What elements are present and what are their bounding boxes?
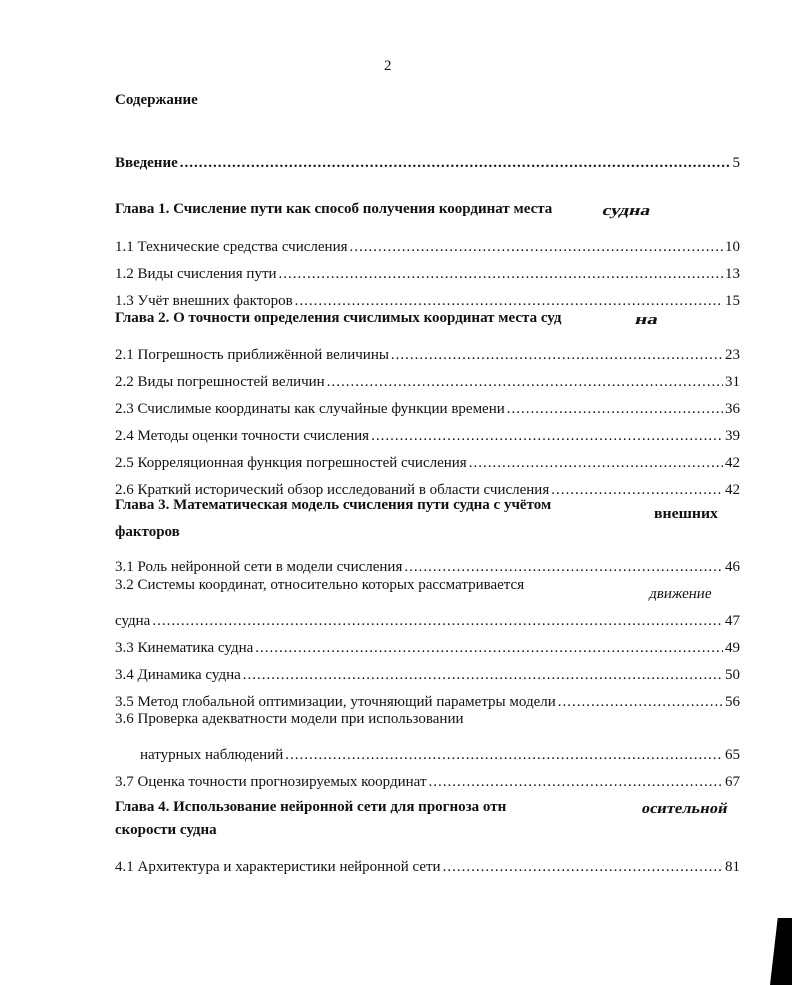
dot-leader [295, 293, 723, 310]
toc-entry-text: 1.2 Виды счисления пути [115, 266, 277, 282]
toc-entry-text: 3.1 Роль нейронной сети в модели счисления [115, 559, 403, 575]
dot-leader [285, 747, 723, 764]
toc-entry-2-6[interactable] [115, 473, 740, 499]
toc-entry-3-6-line1[interactable]: 3.6 Проверка адекватности модели при использовании [115, 711, 464, 727]
dot-leader [371, 428, 723, 445]
chapter-2-title[interactable]: Глава 2. О точности определения счислимых координат места суд [115, 310, 562, 326]
dot-leader [551, 482, 723, 499]
toc-entry-2-2[interactable] [115, 365, 740, 391]
dot-leader [391, 347, 723, 364]
dot-leader [350, 239, 724, 256]
dot-leader [327, 374, 723, 391]
toc-page-number: 67 [725, 774, 740, 790]
scan-edge-mark [770, 918, 792, 985]
dot-leader [443, 859, 723, 876]
toc-page-number: 56 [725, 694, 740, 710]
toc-entry-2-1[interactable] [115, 338, 740, 364]
toc-entry-3-3[interactable] [115, 631, 740, 657]
dot-leader [507, 401, 723, 418]
toc-entry-text: судна [115, 613, 151, 629]
dot-leader [279, 266, 723, 283]
chapter-4-title-line2: скорости судна [115, 822, 217, 838]
toc-page-number: 42 [725, 482, 740, 498]
toc-entry-2-5[interactable] [115, 446, 740, 472]
toc-entry-text: 3.7 Оценка точности прогнозируемых координат [115, 774, 427, 790]
toc-entry-3-1[interactable] [115, 550, 740, 576]
toc-entry-3-2-line1[interactable]: 3.2 Системы координат, относительно которых рассматривается [115, 577, 525, 593]
toc-entry-text: Введение [115, 155, 178, 171]
toc-page-number: 36 [725, 401, 740, 417]
toc-page-number: 15 [725, 293, 740, 309]
toc-page-number: 65 [725, 747, 740, 763]
toc-entry-1-2[interactable] [115, 257, 740, 283]
toc-entry-2-3[interactable] [115, 392, 740, 418]
dot-leader [255, 640, 723, 657]
toc-entry-text: 2.6 Краткий исторический обзор исследований в области счисления [115, 482, 550, 498]
toc-entry-text: 2.3 Счислимые координаты как случайные функции времени [115, 401, 505, 417]
toc-entry-3-4[interactable] [115, 658, 740, 684]
toc-entry-text: 2.1 Погрешность приближённой величины [115, 347, 389, 363]
chapter-1-title[interactable]: Глава 1. Счисление пути как способ получения координат места [115, 201, 553, 217]
toc-entry-text: 2.5 Корреляционная функция погрешностей счисления [115, 455, 467, 471]
toc-entry-introduction[interactable] [115, 146, 740, 172]
toc-entry-3-7[interactable] [115, 765, 740, 791]
chapter-3-title-tail: внешних [654, 506, 718, 522]
toc-entry-4-1[interactable] [115, 850, 740, 876]
toc-entry-text: 2.2 Виды погрешностей величин [115, 374, 325, 390]
dot-leader [180, 155, 731, 172]
toc-entry-3-2-tail: движение [648, 586, 713, 602]
toc-page-number: 10 [725, 239, 740, 255]
toc-page-number: 46 [725, 559, 740, 575]
toc-heading: Содержание [115, 92, 198, 108]
chapter-2-title-tail: на [633, 312, 660, 328]
toc-entry-2-4[interactable] [115, 419, 740, 445]
toc-entry-text: 4.1 Архитектура и характеристики нейронной сети [115, 859, 441, 875]
toc-page-number: 5 [732, 155, 740, 171]
toc-page-number: 39 [725, 428, 740, 444]
toc-entry-1-1[interactable] [115, 230, 740, 256]
toc-entry-text: 1.3 Учёт внешних факторов [115, 293, 293, 309]
dot-leader [469, 455, 723, 472]
toc-entry-3-6[interactable] [140, 738, 740, 764]
toc-entry-text: 3.4 Динамика судна [115, 667, 241, 683]
toc-page-number: 13 [725, 266, 740, 282]
chapter-1-title-tail: судна [600, 203, 653, 219]
toc-entry-3-5[interactable] [115, 685, 740, 711]
dot-leader [243, 667, 723, 684]
toc-page-number: 23 [725, 347, 740, 363]
chapter-4-title-line1[interactable]: Глава 4. Использование нейронной сети для прогноза отн [115, 799, 507, 815]
dot-leader [404, 559, 723, 576]
chapter-3-title-line2: факторов [115, 524, 180, 540]
toc-entry-text: 2.4 Методы оценки точности счисления [115, 428, 370, 444]
toc-entry-1-3[interactable] [115, 284, 740, 310]
page-number: 2 [384, 58, 392, 74]
toc-entry-text: натурных наблюдений [140, 747, 284, 763]
toc-entry-text: 3.3 Кинематика судна [115, 640, 254, 656]
dot-leader [558, 694, 723, 711]
chapter-3-title-line1[interactable]: Глава 3. Математическая модель счисления пути судна с учётом [115, 497, 552, 513]
toc-page-number: 42 [725, 455, 740, 471]
toc-page-number: 49 [725, 640, 740, 656]
toc-entry-text: 1.1 Технические средства счисления [115, 239, 348, 255]
toc-entry-3-2[interactable] [115, 604, 740, 630]
toc-page-number: 50 [725, 667, 740, 683]
toc-page-number: 31 [725, 374, 740, 390]
dot-leader [152, 613, 723, 630]
toc-page-number: 81 [725, 859, 740, 875]
toc-page-number: 47 [725, 613, 740, 629]
dot-leader [429, 774, 724, 791]
chapter-4-title-tail: осительной [640, 801, 730, 817]
toc-entry-text: 3.5 Метод глобальной оптимизации, уточняющий параметры модели [115, 694, 556, 710]
